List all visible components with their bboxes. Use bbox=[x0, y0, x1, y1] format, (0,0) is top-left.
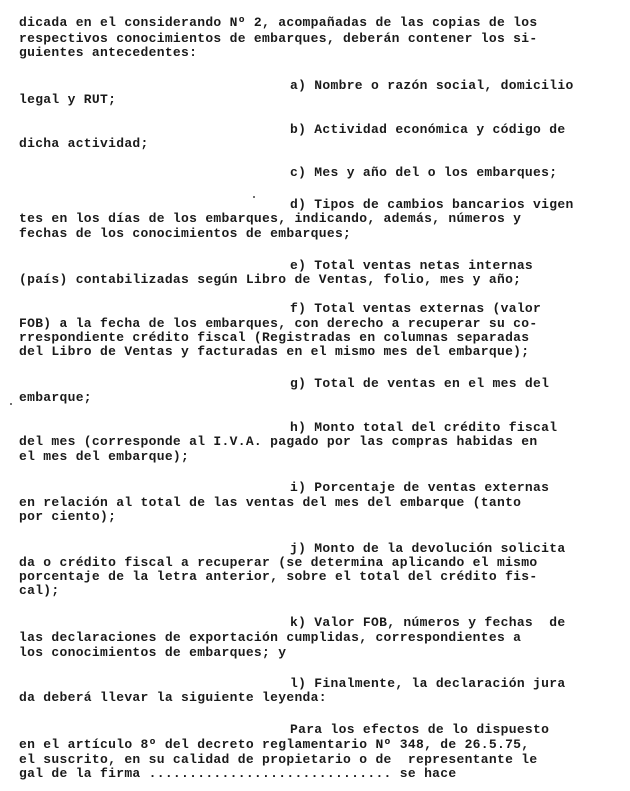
intro-line: respectivos conocimientos de embarques, deberán contener los si- bbox=[19, 31, 538, 46]
item-i-line: por ciento); bbox=[19, 509, 117, 524]
intro-line: dicada en el considerando Nº 2, acompañadas de las copias de los bbox=[19, 15, 538, 30]
legend-line: Para los efectos de lo dispuesto bbox=[290, 722, 550, 737]
item-l-line: da deberá llevar la siguiente leyenda: bbox=[19, 690, 327, 705]
item-e-line: e) Total ventas netas internas bbox=[290, 258, 534, 273]
item-g-line: g) Total de ventas en el mes del bbox=[290, 376, 550, 391]
item-l-line: l) Finalmente, la declaración jura bbox=[290, 676, 566, 691]
item-h-line: del mes (corresponde al I.V.A. pagado por las compras habidas en bbox=[19, 434, 538, 449]
item-j-line: j) Monto de la devolución solicita bbox=[290, 541, 566, 556]
item-a-line: a) Nombre o razón social, domicilio bbox=[290, 78, 574, 93]
scan-speck bbox=[10, 403, 12, 405]
item-i-line: i) Porcentaje de ventas externas bbox=[290, 480, 550, 495]
item-i-line: en relación al total de las ventas del mes del embarque (tanto bbox=[19, 495, 522, 510]
item-a-line: legal y RUT; bbox=[19, 92, 117, 107]
item-h-line: el mes del embarque); bbox=[19, 449, 190, 464]
item-f-line: del Libro de Ventas y facturadas en el mismo mes del embarque); bbox=[19, 344, 530, 359]
item-h-line: h) Monto total del crédito fiscal bbox=[290, 420, 558, 435]
item-f-line: rrespondiente crédito fiscal (Registradas en columnas separadas bbox=[19, 330, 530, 345]
item-d-line: tes en los días de los embarques, indicando, además, números y bbox=[19, 211, 522, 226]
item-e-line: (país) contabilizadas según Libro de Ventas, folio, mes y año; bbox=[19, 272, 522, 287]
intro-line: guientes antecedentes: bbox=[19, 45, 198, 60]
item-f-line: FOB) a la fecha de los embarques, con derecho a recuperar su co- bbox=[19, 316, 538, 331]
item-c-line: c) Mes y año del o los embarques; bbox=[290, 165, 558, 180]
item-g-line: embarque; bbox=[19, 390, 92, 405]
legend-line: en el artículo 8º del decreto reglamentario Nº 348, de 26.5.75, bbox=[19, 737, 530, 752]
item-k-line: k) Valor FOB, números y fechas de bbox=[290, 615, 566, 630]
item-k-line: los conocimientos de embarques; y bbox=[19, 645, 287, 660]
item-j-line: porcentaje de la letra anterior, sobre el total del crédito fis- bbox=[19, 569, 538, 584]
legend-line: gal de la firma .............................. se hace bbox=[19, 766, 457, 781]
legend-line: el suscrito, en su calidad de propietario o de representante le bbox=[19, 752, 538, 767]
item-j-line: cal); bbox=[19, 583, 60, 598]
item-d-line: fechas de los conocimientos de embarques; bbox=[19, 226, 352, 241]
item-b-line: dicha actividad; bbox=[19, 136, 149, 151]
item-k-line: las declaraciones de exportación cumplidas, correspondientes a bbox=[19, 630, 522, 645]
item-f-line: f) Total ventas externas (valor bbox=[290, 301, 542, 316]
item-j-line: da o crédito fiscal a recuperar (se determina aplicando el mismo bbox=[19, 555, 538, 570]
scan-speck bbox=[253, 196, 255, 198]
item-d-line: d) Tipos de cambios bancarios vigen bbox=[290, 197, 574, 212]
item-b-line: b) Actividad económica y código de bbox=[290, 122, 566, 137]
